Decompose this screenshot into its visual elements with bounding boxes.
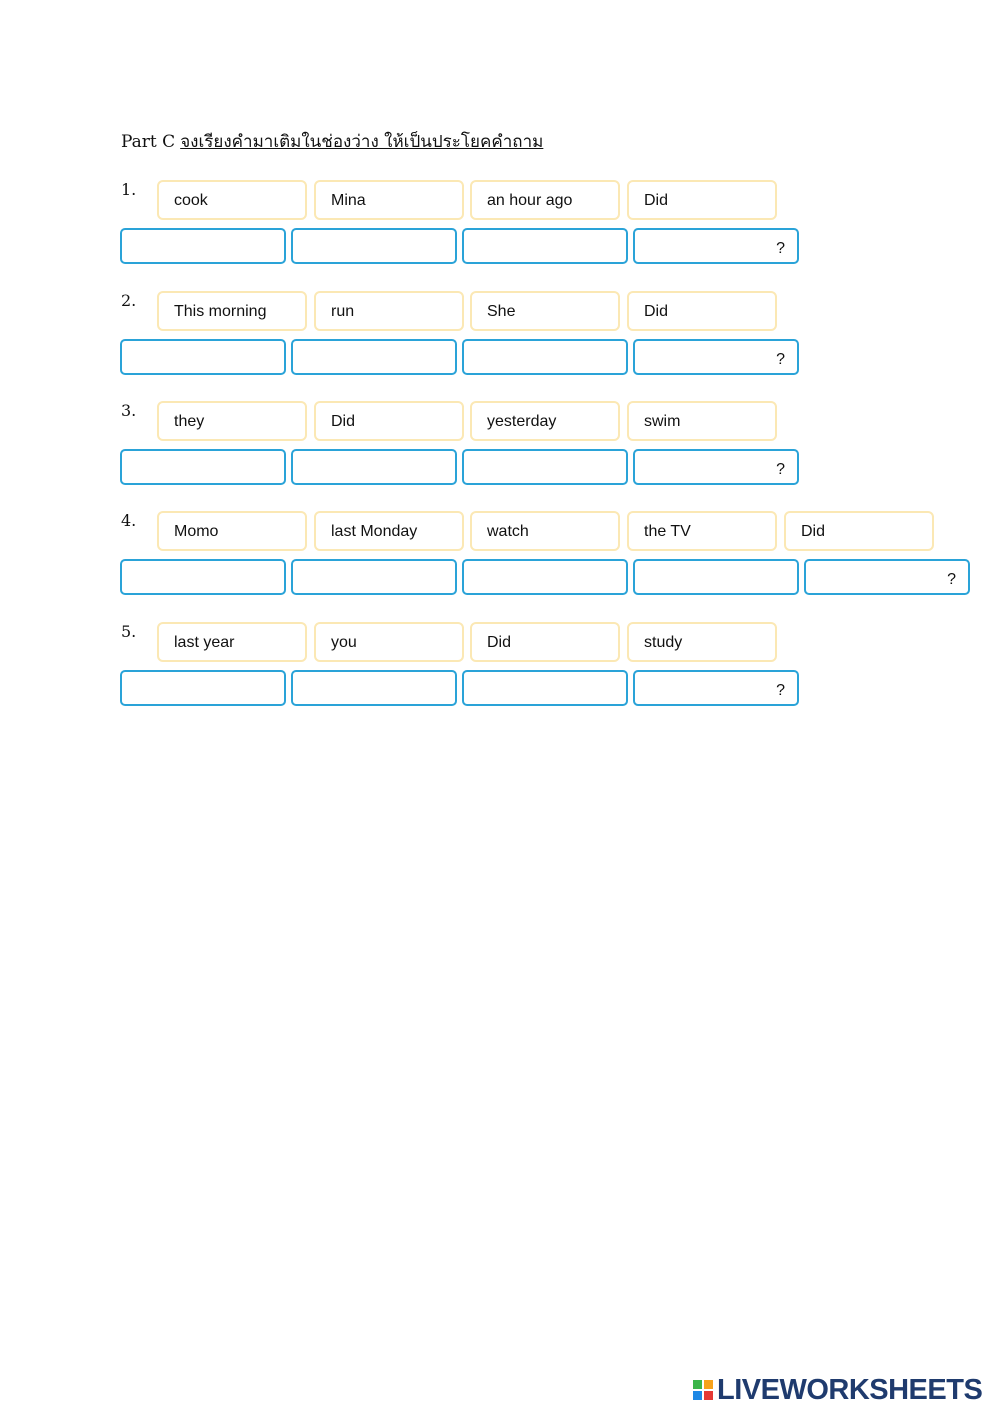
question-5	[0, 622, 1000, 722]
question-mark: ?	[776, 461, 785, 478]
answer-drop-box-last[interactable]	[804, 559, 970, 595]
question-mark: ?	[776, 682, 785, 699]
answer-drop-box-last[interactable]	[633, 228, 799, 264]
answer-drop-box[interactable]	[462, 449, 628, 485]
draggable-word[interactable]: last year	[157, 622, 307, 662]
logo-square-icon	[703, 1390, 714, 1401]
part-title	[121, 128, 543, 155]
logo-square-icon	[703, 1379, 714, 1390]
question-number: 1.	[121, 180, 137, 199]
draggable-word[interactable]: Mina	[314, 180, 464, 220]
liveworksheets-logo	[692, 1374, 982, 1406]
question-2	[0, 291, 1000, 391]
question-number: 4.	[121, 511, 137, 530]
answer-drop-box[interactable]	[462, 670, 628, 706]
answer-drop-box[interactable]	[291, 339, 457, 375]
answer-drop-box[interactable]	[120, 228, 286, 264]
answer-drop-box-last[interactable]	[633, 339, 799, 375]
draggable-word[interactable]: She	[470, 291, 620, 331]
draggable-word[interactable]: study	[627, 622, 777, 662]
draggable-word[interactable]: an hour ago	[470, 180, 620, 220]
draggable-word[interactable]: last Monday	[314, 511, 464, 551]
answer-drop-box[interactable]	[462, 339, 628, 375]
draggable-word[interactable]: they	[157, 401, 307, 441]
instruction-text: จงเรียงคำมาเติมในช่องว่าง ให้เป็นประโยคคำถาม	[180, 132, 544, 152]
draggable-word[interactable]: Did	[470, 622, 620, 662]
logo-square-icon	[692, 1379, 703, 1390]
draggable-word[interactable]: Did	[314, 401, 464, 441]
answer-drop-box[interactable]	[291, 228, 457, 264]
draggable-word[interactable]: Momo	[157, 511, 307, 551]
answer-drop-box[interactable]	[120, 449, 286, 485]
answer-drop-box[interactable]	[633, 559, 799, 595]
draggable-word[interactable]: swim	[627, 401, 777, 441]
question-mark: ?	[776, 351, 785, 368]
answer-drop-box[interactable]	[120, 559, 286, 595]
answer-drop-box[interactable]	[462, 559, 628, 595]
part-label: Part C	[121, 132, 176, 152]
answer-drop-box[interactable]	[120, 339, 286, 375]
question-number: 2.	[121, 291, 137, 310]
draggable-word[interactable]: you	[314, 622, 464, 662]
draggable-word[interactable]: yesterday	[470, 401, 620, 441]
draggable-word[interactable]: This morning	[157, 291, 307, 331]
draggable-word[interactable]: watch	[470, 511, 620, 551]
draggable-word[interactable]: the TV	[627, 511, 777, 551]
question-4	[0, 511, 1000, 611]
answer-drop-box[interactable]	[462, 228, 628, 264]
logo-grid-icon	[692, 1379, 714, 1401]
answer-drop-box-last[interactable]	[633, 670, 799, 706]
logo-square-icon	[692, 1390, 703, 1401]
question-1	[0, 180, 1000, 280]
draggable-word[interactable]: run	[314, 291, 464, 331]
draggable-word[interactable]: Did	[627, 291, 777, 331]
draggable-word[interactable]: cook	[157, 180, 307, 220]
answer-drop-box[interactable]	[291, 670, 457, 706]
answer-drop-box[interactable]	[291, 449, 457, 485]
question-number: 3.	[121, 401, 137, 420]
answer-drop-box[interactable]	[120, 670, 286, 706]
question-number: 5.	[121, 622, 137, 641]
draggable-word[interactable]: Did	[627, 180, 777, 220]
draggable-word[interactable]: Did	[784, 511, 934, 551]
question-mark: ?	[776, 240, 785, 257]
answer-drop-box[interactable]	[291, 559, 457, 595]
answer-drop-box-last[interactable]	[633, 449, 799, 485]
question-3	[0, 401, 1000, 501]
question-mark: ?	[947, 571, 956, 588]
logo-text: LIVEWORKSHEETS	[717, 1373, 983, 1406]
